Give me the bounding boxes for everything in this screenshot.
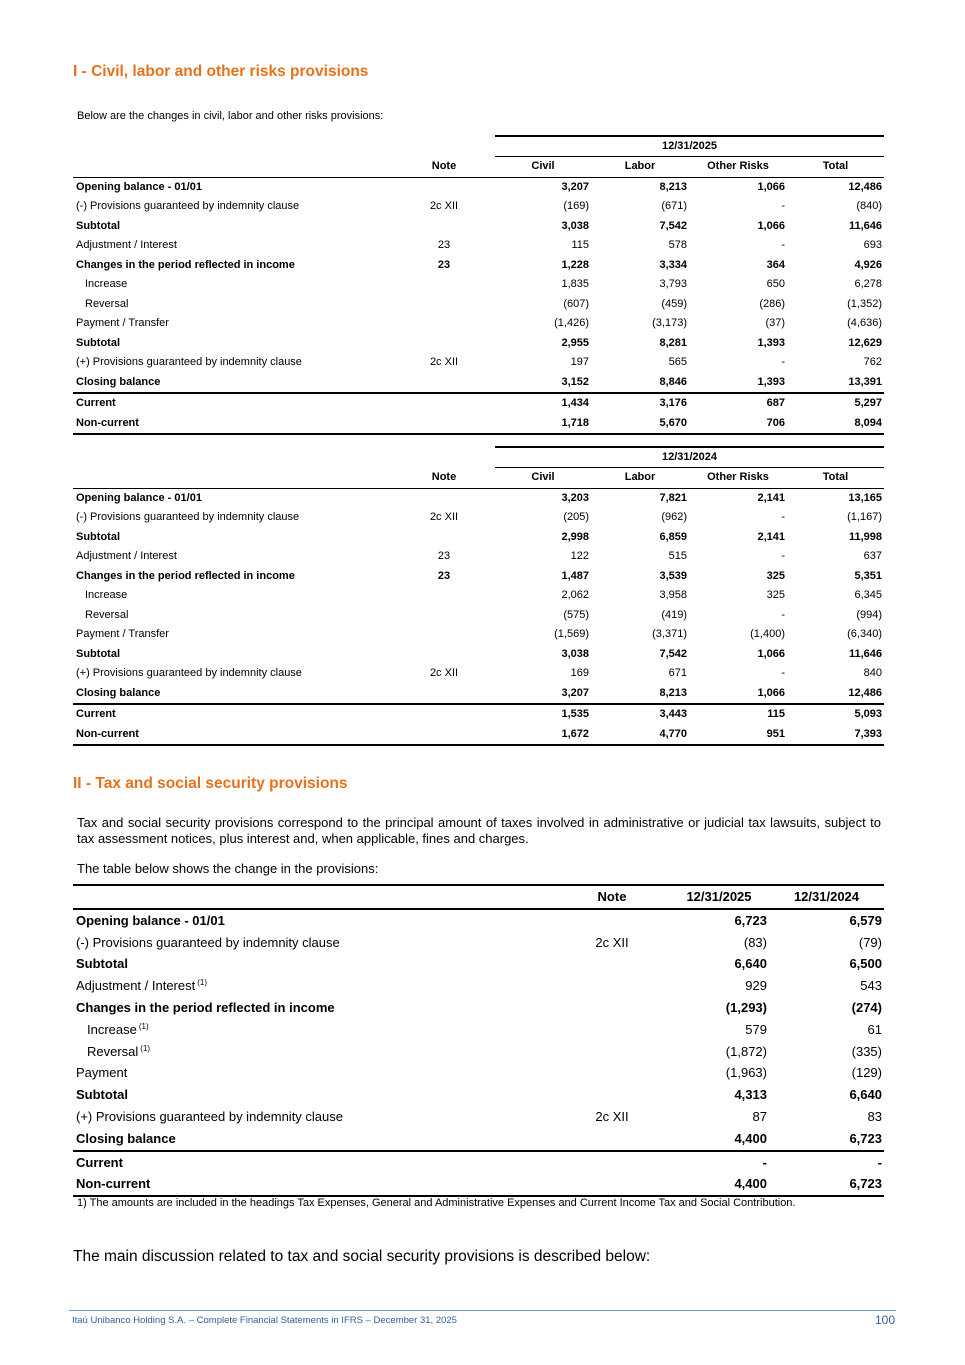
footer-text: Itaú Unibanco Holding S.A. – Complete Financial Statements in IFRS – December 31, 2025 [72, 1315, 457, 1326]
table-row: Adjustment / Interest $^{(1)}$ 929 543 [76, 978, 882, 994]
col-total: Total [787, 468, 884, 489]
table-row: Changes in the period reflected in income 23 1,487 3,539 325 5,351 [76, 569, 882, 582]
table-body [73, 488, 884, 745]
col-total: Total [787, 157, 884, 178]
table-row: Changes in the period reflected in income 23 1,228 3,334 364 4,926 [76, 258, 882, 271]
row-label: Adjustment / Interest [76, 978, 196, 994]
table-row: Subtotal 3,038 7,542 1,066 11,646 [76, 647, 882, 660]
table-intro: The table below shows the change in the provisions: [77, 861, 379, 876]
table-row: Increase 1,835 3,793 650 6,278 [85, 278, 882, 290]
table-column-header [73, 157, 884, 178]
section-title-tax-social: II - Tax and social security provisions [73, 775, 348, 792]
table-footnote: 1) The amounts are included in the headings Tax Expenses, General and Administrative Expenses and Current Income Tax and Social Contribution. [77, 1197, 796, 1209]
tax-provisions-table [73, 884, 884, 1197]
table-row: Subtotal 3,038 7,542 1,066 11,646 [76, 219, 882, 232]
table-row: Changes in the period reflected in income (1,293) (274) [76, 999, 882, 1015]
col-2025: 12/31/2025 [669, 885, 769, 909]
page-number: 100 [874, 1313, 895, 1327]
table-row: Opening balance - 01/01 6,723 6,579 [76, 912, 882, 928]
table-row: (-) Provisions guaranteed by indemnity clause 2c XII (205) (962) - (1,167) [76, 511, 882, 523]
table-row: Payment / Transfer (1,426) (3,173) (37) (4,636) [76, 317, 882, 329]
table-row: Current 1,535 3,443 115 5,093 [73, 704, 884, 725]
table-row: (-) Provisions guaranteed by indemnity clause 2c XII (169) (671) - (840) [76, 200, 882, 212]
table-row: (+) Provisions guaranteed by indemnity clause 2c XII 87 83 [76, 1108, 882, 1124]
col-note: Note [555, 885, 669, 909]
section-title-civil-labor: I - Civil, labor and other risks provisions [73, 63, 369, 80]
row-label: Reversal [87, 1043, 139, 1059]
table-row: Increase 2,062 3,958 325 6,345 [85, 589, 882, 601]
table-row: Increase $^{(1)}$ 579 61 [87, 1021, 882, 1037]
table-row: Payment / Transfer (1,569) (3,371) (1,400) (6,340) [76, 628, 882, 640]
table-row: Reversal (575) (419) - (994) [85, 608, 882, 621]
table-date-header [73, 136, 884, 157]
table-row: Opening balance - 01/01 3,207 8,213 1,066 12,486 [76, 180, 882, 193]
table-body [73, 177, 884, 434]
col-civil: Civil [495, 157, 591, 178]
footer-divider [69, 1310, 896, 1311]
provisions-table-2024 [73, 446, 884, 746]
section-paragraph: Tax and social security provisions correspond to the principal amount of taxes involved in administrative or judicial tax lawsuits, subject to tax assessment notices, plus interest and, when applicable, fines and charges. [77, 815, 881, 846]
table-row: Current 1,434 3,176 687 5,297 [73, 393, 884, 414]
footnote-marker: (1) [138, 1021, 149, 1031]
provisions-table-2025 [73, 135, 884, 435]
table-row: Current - - [73, 1151, 884, 1174]
row-label: Increase [87, 1021, 137, 1037]
table-date: 12/31/2024 [495, 447, 884, 468]
table-row: Adjustment / Interest 23 115 578 - 693 [76, 239, 882, 251]
table-row: Closing balance 3,207 8,213 1,066 12,486 [76, 686, 882, 699]
table-row: Subtotal 2,955 8,281 1,393 12,629 [76, 336, 882, 349]
col-labor: Labor [591, 157, 689, 178]
table-row: (+) Provisions guaranteed by indemnity clause 2c XII 197 565 - 762 [76, 356, 882, 368]
table-date: 12/31/2025 [495, 136, 884, 157]
table-row: Closing balance 3,152 8,846 1,393 13,391 [76, 375, 882, 388]
col-labor: Labor [591, 468, 689, 489]
col-note: Note [393, 157, 495, 178]
table-column-header [73, 468, 884, 489]
table-row: Non-current 4,400 6,723 [73, 1173, 884, 1196]
footnote-marker: (1) [140, 1043, 151, 1053]
table-row: Opening balance - 01/01 3,203 7,821 2,141 13,165 [76, 491, 882, 504]
table-row: Reversal (607) (459) (286) (1,352) [85, 297, 882, 310]
table-row: Subtotal 4,313 6,640 [76, 1087, 882, 1103]
table-row: Reversal $^{(1)}$ (1,872) (335) [87, 1043, 882, 1059]
table-row: Closing balance 4,400 6,723 [76, 1130, 882, 1146]
table-row: (-) Provisions guaranteed by indemnity clause 2c XII (83) (79) [76, 934, 882, 950]
table-row: (+) Provisions guaranteed by indemnity clause 2c XII 169 671 - 840 [76, 667, 882, 679]
section-intro: Below are the changes in civil, labor and other risks provisions: [77, 110, 384, 122]
table-row: Non-current 1,672 4,770 951 7,393 [73, 725, 884, 746]
footnote-marker: (1) [197, 978, 208, 988]
col-civil: Civil [495, 468, 591, 489]
table-row: Non-current 1,718 5,670 706 8,094 [73, 414, 884, 435]
table-body [73, 909, 884, 1196]
col-note: Note [393, 468, 495, 489]
col-2024: 12/31/2024 [769, 885, 884, 909]
table-row: Adjustment / Interest 23 122 515 - 637 [76, 550, 882, 562]
table-row: Subtotal 6,640 6,500 [76, 956, 882, 972]
col-other-risks: Other Risks [689, 468, 787, 489]
table-row: Subtotal 2,998 6,859 2,141 11,998 [76, 530, 882, 543]
col-other-risks: Other Risks [689, 157, 787, 178]
table-row: Payment (1,963) (129) [76, 1065, 882, 1081]
table-column-header [73, 885, 884, 909]
table-date-header [73, 447, 884, 468]
closing-text: The main discussion related to tax and social security provisions is described below: [73, 1248, 651, 1265]
